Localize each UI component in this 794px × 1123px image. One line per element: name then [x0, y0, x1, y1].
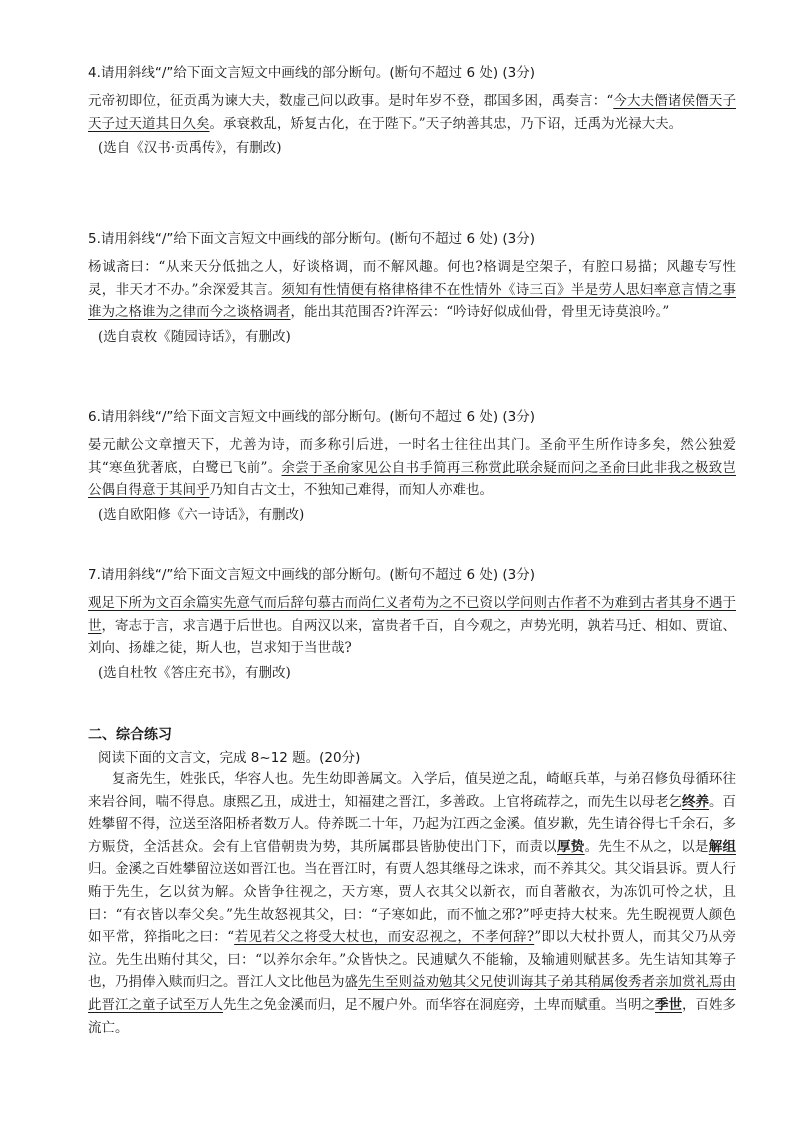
question-7-source: (选自杜牧《答庄充书》，有删改): [98, 664, 291, 681]
section-comprehensive: [88, 724, 736, 1039]
question-5-source: (选自袁枚《随园诗话》，有删改): [98, 328, 291, 345]
passage-text: 先生之免金溪而归，足不履户外。而华容在洞庭旁，土卑而赋重。当明之: [223, 996, 655, 1013]
underlined-sentence: 若见若父之将受大杖也，而安忍视之，不孝何辞?: [234, 929, 535, 946]
passage-text: 。百姓攀留不得，泣送至洛阳桥者数万人。侍养既二十年，乃起为江西之金溪。值岁歉，先生请谷得七千余石，多方赈贷，全活甚众。会有上官借朝贵为势，其所属郡县皆胁使出门下，而责以: [88, 793, 736, 855]
question-5-passage: [88, 256, 736, 324]
passage-text: 乃知自古文士，不独知己难得，而知人亦难也。: [209, 482, 493, 498]
passage-text: 复斋先生，姓张氏，华容人也。先生幼即善属文。入学后，值吴逆之乱，崎岖兵革，与弟召修负母循环往来岩谷间，喘不得息。康熙乙丑，成进士，知福建之晋江，多善政。上官将疏荐之，而先生以母老乞: [88, 771, 736, 810]
question-7-title: 7.请用斜线“/”给下面文言短文中画线的部分断句。(断句不超过 6 处) (3分): [88, 567, 536, 583]
passage-text: 晏元献公文章擅天下，尤善为诗，而多称引后进，一时名士往往出其门。圣俞平生所作诗多矣，然公独爱其“寒鱼犹著底，白鹭已飞前”。: [88, 437, 736, 476]
keyword-jishi: 季世: [655, 996, 682, 1013]
underlined-sentence: 观足下所为文百余篇实先意气而后辞句慕古而尚仁义者苟为之不已资以学问则古作者不为难到古者其身不遇于世: [88, 595, 736, 634]
underlined-sentence: 今大夫僭诸侯僭天子天子过天道其日久矣: [88, 93, 736, 132]
question-6-passage: [88, 434, 736, 502]
passage-text: 。承衰救乱，矫复古化，在于陛下。”天子纳善其忠，乃下诏，迁禹为光禄大夫。: [209, 115, 683, 132]
question-7-passage: [88, 592, 736, 660]
question-5-title: 5.请用斜线“/”给下面文言短文中画线的部分断句。(断句不超过 6 处) (3分): [88, 231, 536, 247]
passage-text: ”即以大杖扑贾人，而其父乃从旁泣。先生出贿付其父，曰：“以养尔余年。”众皆快之。民逋赋久不能输，及输逋则赋甚多。先生诘知其筹子也，乃捐俸入赎而归之。晋江人文比他邑为盛: [88, 929, 737, 991]
passage-text: 杨诚斋曰：“从来天分低拙之人，好谈格调，而不解风趣。何也?格调是空架子，有腔口易描；风趣专写性灵，非天才不办。”余深爱其言。: [88, 259, 736, 298]
underlined-sentence: 余尝于圣俞家见公自书手简再三称赏此联余疑而问之圣俞曰此非我之极致岂公偶自得意于其间乎: [88, 459, 736, 498]
passage-text: 归。金溪之百姓攀留泣送如晋江也。当在晋江时，有贾人怨其继母之诛求，而不养其父。其父诣县诉。贾人行贿于先生，乞以贫为解。众皆争往视之，天方寒，贾人衣其父以新衣，而自著敝衣，为冻饥可怜之状，且曰：“有衣皆以奉父矣。”先生故怒视其父，曰：“子寒如此，而不恤之邪?”呼吏持大杖来。先生睨视贾人颜色如平常，猝指叱之曰：“: [88, 861, 736, 946]
keyword-houzhi: 厚贽: [556, 838, 585, 855]
passage-text: ，能出其范围否?许浑云：“吟诗好似成仙骨，骨里无诗莫浪吟。”: [290, 304, 670, 320]
passage-text: 元帝初即位，征贡禹为谏大夫，数虚己问以政事。是时年岁不登，郡国多困，禹奏言：“: [88, 93, 614, 109]
question-6-title: 6.请用斜线“/”给下面文言短文中画线的部分断句。(断句不超过 6 处) (3分): [88, 409, 536, 425]
question-6: [88, 406, 736, 526]
passage-text: 。先生不从之，以是: [584, 838, 709, 855]
question-4-source: (选自《汉书·贡禹传》，有删改): [98, 140, 282, 156]
question-7: [88, 564, 736, 684]
section-title: 二、综合练习: [88, 727, 172, 743]
question-4-passage: [88, 90, 736, 135]
question-5: [88, 228, 736, 348]
question-4: [88, 62, 736, 160]
question-6-source: (选自欧阳修《六一诗话》，有删改): [98, 506, 305, 523]
passage-text: ，百姓多流亡。: [88, 996, 736, 1036]
underlined-sentence: 先生至则益劝勉其父兄使训诲其子弟其稍属俊秀者亲加赏礼焉由此晋江之童子试至万人: [88, 974, 736, 1013]
keyword-jiezu: 解组: [708, 838, 737, 855]
question-4-title: 4.请用斜线“/”给下面文言短文中画线的部分断句。(断句不超过 6 处) (3分): [88, 65, 536, 81]
underlined-sentence: 须知有性情便有格律格律不在性情外《诗三百》半是劳人思妇率意言情之事谁为之格谁为之律而今之谈格调者: [88, 281, 737, 320]
keyword-zhongyang: 终养: [682, 793, 709, 810]
reading-passage: [88, 768, 736, 1039]
passage-text: ，寄志于言，求言遇于后世也。自两汉以来，富贵者千百，自今观之，声势光明，孰若马迁、相如、贾谊、刘向、扬雄之徒，斯人也，岂求知于当世哉?: [88, 617, 736, 656]
section-instruction: 阅读下面的文言文，完成 8~12 题。(20分): [98, 750, 361, 766]
